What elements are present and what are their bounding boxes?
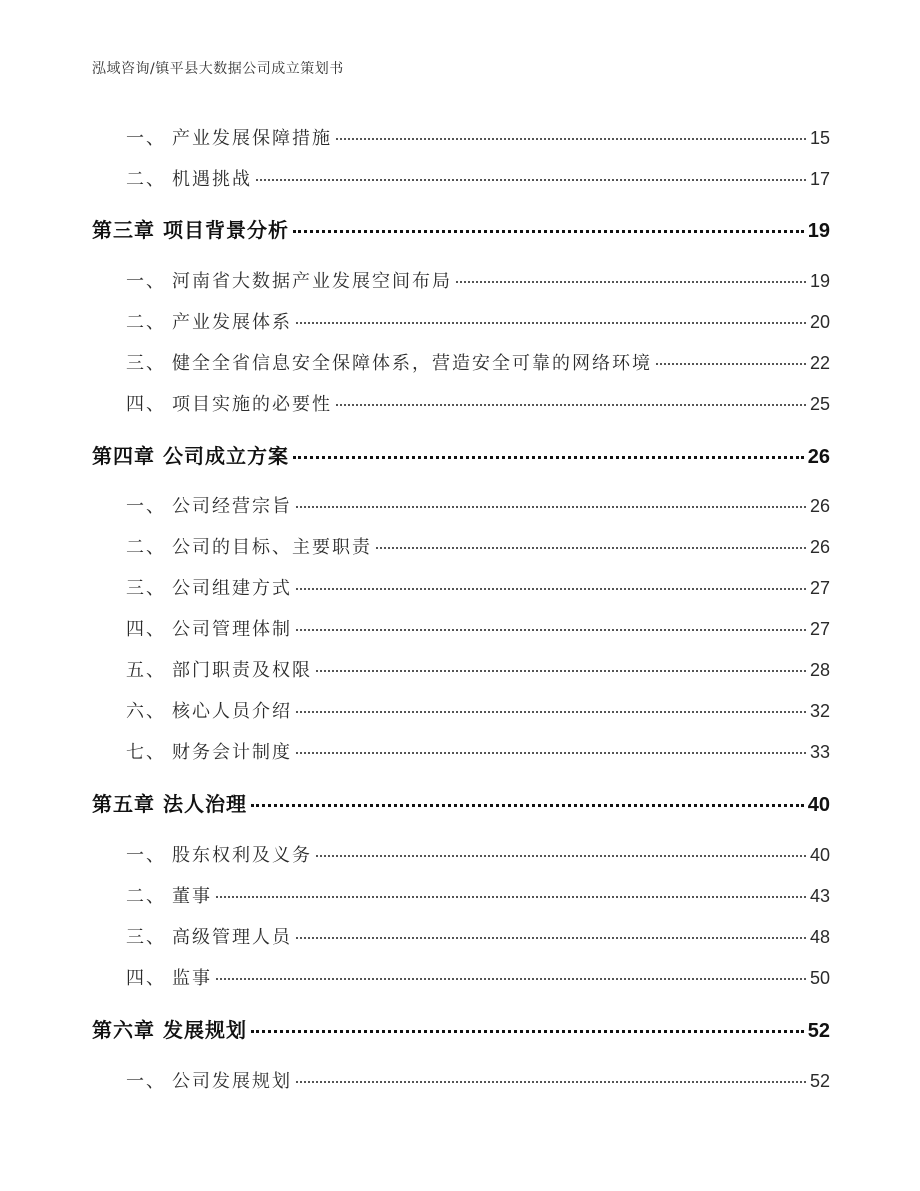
toc-entry-title: 核心人员介绍: [172, 701, 292, 722]
toc-dot-leader: [296, 937, 806, 939]
toc-entry-page: 19: [809, 271, 830, 291]
toc-entry-page: 48: [809, 927, 830, 947]
toc-chapter-title: 第六章 发展规划: [92, 1018, 247, 1042]
toc-chapter-title: 第五章 法人治理: [92, 792, 247, 816]
toc-entry-title: 产业发展体系: [172, 312, 292, 333]
toc-entry[interactable]: [126, 738, 830, 764]
toc-entry-number: 七、: [126, 742, 166, 763]
toc-entry[interactable]: [126, 1067, 830, 1093]
toc-dot-leader: [656, 363, 806, 365]
toc-entry-title: 公司发展规划: [172, 1071, 292, 1092]
toc-entry[interactable]: [126, 841, 830, 867]
toc-chapter-entry[interactable]: [92, 1014, 830, 1043]
toc-entry-page: 28: [809, 660, 830, 680]
toc-entry-page: 33: [809, 742, 830, 762]
toc-entry[interactable]: [126, 882, 830, 908]
toc-entry-number: 五、: [126, 660, 166, 681]
toc-entry[interactable]: [126, 308, 830, 334]
toc-entry-page: 17: [809, 169, 830, 189]
toc-entry-title: 机遇挑战: [172, 169, 252, 190]
toc-entry-number: 四、: [126, 394, 166, 415]
toc-entry[interactable]: [126, 697, 830, 723]
toc-entry-number: 三、: [126, 578, 166, 599]
toc-chapter-page: 26: [807, 446, 830, 468]
toc-entry-title: 公司管理体制: [172, 619, 292, 640]
toc-entry-number: 二、: [126, 169, 166, 190]
toc-chapter-entry[interactable]: [92, 214, 830, 243]
toc-entry-page: 50: [809, 968, 830, 988]
toc-dot-leader: [296, 588, 806, 590]
toc-entry-title: 公司经营宗旨: [172, 496, 292, 517]
toc-entry-number: 三、: [126, 927, 166, 948]
toc-dot-leader: [336, 138, 806, 140]
toc-entry[interactable]: [126, 390, 830, 416]
toc-entry-page: 20: [809, 312, 830, 332]
toc-chapter-entry[interactable]: [92, 440, 830, 469]
toc-dot-leader: [251, 1030, 804, 1033]
toc-entry-page: 27: [809, 619, 830, 639]
toc-entry[interactable]: [126, 656, 830, 682]
toc-dot-leader: [296, 629, 806, 631]
toc-entry-number: 四、: [126, 968, 166, 989]
toc-dot-leader: [216, 978, 806, 980]
toc-entry[interactable]: [126, 349, 830, 375]
toc-dot-leader: [296, 506, 806, 508]
toc-entry-number: 六、: [126, 701, 166, 722]
toc-dot-leader: [296, 1081, 806, 1083]
toc-dot-leader: [293, 456, 804, 459]
toc-entry-page: 26: [809, 496, 830, 516]
toc-dot-leader: [336, 404, 806, 406]
page-header: 泓域咨询/镇平县大数据公司成立策划书: [92, 61, 344, 77]
toc-entry-number: 二、: [126, 312, 166, 333]
toc-entry-title: 公司的目标、主要职责: [172, 537, 372, 558]
toc-entry-page: 32: [809, 701, 830, 721]
toc-entry-title: 产业发展保障措施: [172, 128, 332, 149]
toc-chapter-title: 第四章 公司成立方案: [92, 444, 289, 468]
toc-entry-number: 一、: [126, 1071, 166, 1092]
toc-entry[interactable]: [126, 615, 830, 641]
toc-entry-title: 健全全省信息安全保障体系，营造安全可靠的网络环境: [172, 353, 652, 374]
toc-dot-leader: [293, 230, 804, 233]
toc-entry[interactable]: [126, 574, 830, 600]
toc-entry[interactable]: [126, 492, 830, 518]
toc-entry-title: 财务会计制度: [172, 742, 292, 763]
toc-chapter-page: 40: [807, 794, 830, 816]
toc-entry-number: 一、: [126, 845, 166, 866]
toc-entry[interactable]: [126, 124, 830, 150]
toc-entry-page: 15: [809, 128, 830, 148]
toc-entry-title: 股东权利及义务: [172, 845, 312, 866]
toc-entry-title: 监事: [172, 968, 212, 989]
toc-entry[interactable]: [126, 165, 830, 191]
toc-entry-title: 部门职责及权限: [172, 660, 312, 681]
toc-entry-page: 26: [809, 537, 830, 557]
toc-entry-page: 25: [809, 394, 830, 414]
toc-entry-title: 董事: [172, 886, 212, 907]
toc-entry-title: 项目实施的必要性: [172, 394, 332, 415]
toc-dot-leader: [296, 322, 806, 324]
toc-dot-leader: [316, 670, 806, 672]
toc-chapter-title: 第三章 项目背景分析: [92, 218, 289, 242]
toc-entry-page: 43: [809, 886, 830, 906]
toc-entry-number: 一、: [126, 271, 166, 292]
toc-entry[interactable]: [126, 964, 830, 990]
toc-entry-page: 22: [809, 353, 830, 373]
toc-entry-page: 40: [809, 845, 830, 865]
toc-entry-title: 河南省大数据产业发展空间布局: [172, 271, 452, 292]
toc-dot-leader: [456, 281, 806, 283]
toc-entry-title: 高级管理人员: [172, 927, 292, 948]
toc-chapter-page: 19: [807, 220, 830, 242]
toc-dot-leader: [316, 855, 806, 857]
toc-entry-number: 二、: [126, 537, 166, 558]
toc-dot-leader: [296, 711, 806, 713]
toc-dot-leader: [256, 179, 806, 181]
toc-entry-number: 三、: [126, 353, 166, 374]
toc-dot-leader: [376, 547, 806, 549]
toc-entry[interactable]: [126, 267, 830, 293]
toc-entry-page: 27: [809, 578, 830, 598]
toc-entry-title: 公司组建方式: [172, 578, 292, 599]
toc-dot-leader: [296, 752, 806, 754]
toc-dot-leader: [251, 804, 804, 807]
toc-chapter-entry[interactable]: [92, 788, 830, 817]
toc-entry-number: 一、: [126, 128, 166, 149]
toc-chapter-page: 52: [807, 1020, 830, 1042]
toc-entry[interactable]: [126, 533, 830, 559]
toc-entry-number: 二、: [126, 886, 166, 907]
toc-entry[interactable]: [126, 923, 830, 949]
toc-entry-number: 四、: [126, 619, 166, 640]
toc-dot-leader: [216, 896, 806, 898]
toc-entry-page: 52: [809, 1071, 830, 1091]
toc-entry-number: 一、: [126, 496, 166, 517]
